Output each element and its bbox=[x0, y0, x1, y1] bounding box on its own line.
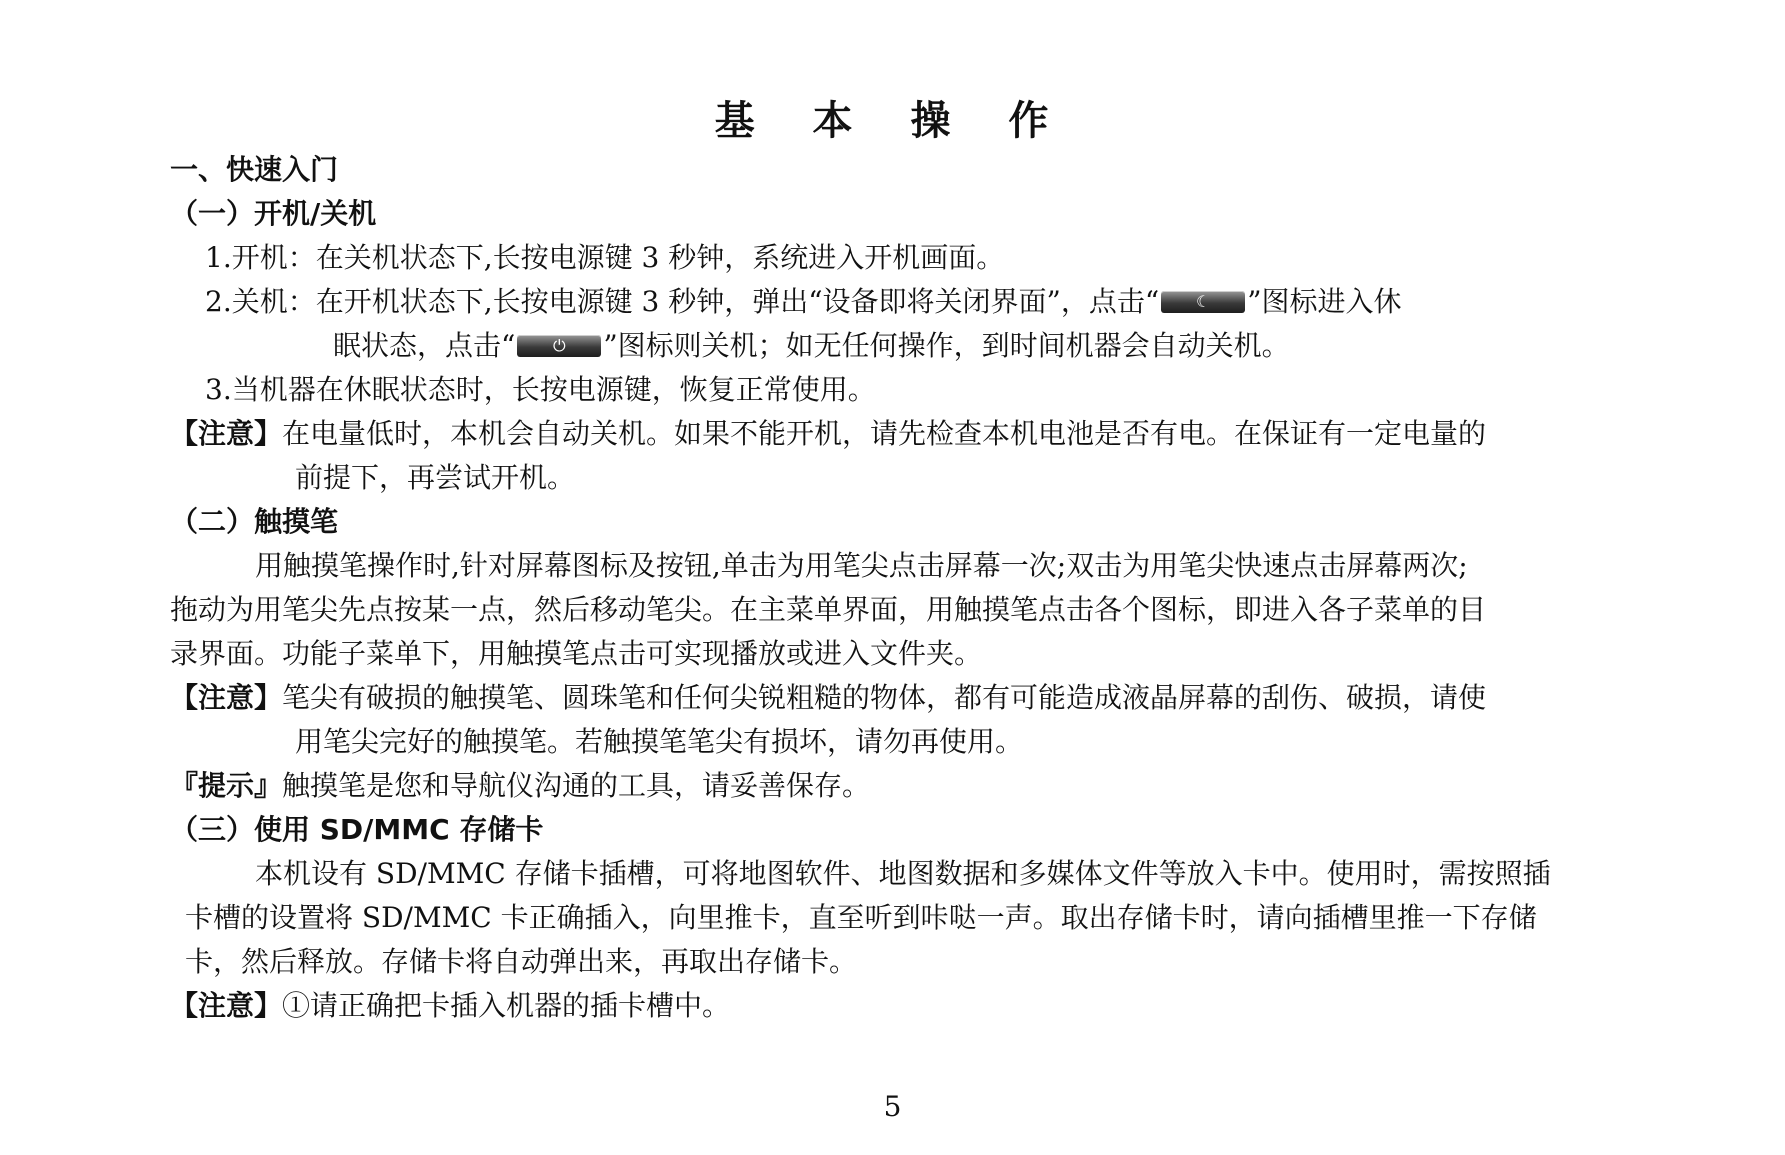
power-icon bbox=[517, 335, 601, 357]
sd-para-line2: 卡槽的设置将 SD/MMC 卡正确插入，向里推卡，直至听到咔哒一声。取出存储卡时，请向插槽里推一下存储 bbox=[185, 901, 1537, 934]
note-stylus-line2: 用笔尖完好的触摸笔。若触摸笔笔尖有损坏，请勿再使用。 bbox=[295, 725, 1024, 758]
power-on-item: 1.开机：在关机状态下,长按电源键 3 秒钟，系统进入开机画面。 bbox=[205, 241, 1005, 274]
subsection-heading-stylus: （二）触摸笔 bbox=[170, 505, 339, 538]
note-tag: 【注意】 bbox=[170, 989, 283, 1022]
power-off-text-c: 眠状态，点击“ bbox=[333, 329, 516, 362]
stylus-para-line3: 录界面。功能子菜单下，用触摸笔点击可实现播放或进入文件夹。 bbox=[170, 637, 983, 670]
moon-icon bbox=[1161, 291, 1245, 313]
note-power-line2: 前提下，再尝试开机。 bbox=[295, 461, 576, 494]
note-text: ①请正确把卡插入机器的插卡槽中。 bbox=[282, 989, 731, 1022]
power-off-item-line2 bbox=[333, 329, 1290, 363]
note-sd bbox=[170, 989, 730, 1023]
subsection-heading-power: （一）开机/关机 bbox=[170, 197, 377, 230]
sd-para-line1: 本机设有 SD/MMC 存储卡插槽，可将地图软件、地图数据和多媒体文件等放入卡中。使用时，需按照插 bbox=[255, 857, 1551, 890]
tip-tag: 『提示』 bbox=[170, 769, 283, 802]
tip-text: 触摸笔是您和导航仪沟通的工具，请妥善保存。 bbox=[282, 769, 871, 802]
stylus-para-line2: 拖动为用笔尖先点按某一点，然后移动笔尖。在主菜单界面，用触摸笔点击各个图标，即进入各子菜单的目 bbox=[170, 593, 1487, 626]
note-text: 笔尖有破损的触摸笔、圆珠笔和任何尖锐粗糙的物体，都有可能造成液晶屏幕的刮伤、破损，请使 bbox=[282, 681, 1487, 714]
power-off-text-d: ”图标则关机；如无任何操作，到时间机器会自动关机。 bbox=[603, 329, 1290, 362]
moon-icon-glyph: ☾ bbox=[1196, 291, 1211, 311]
subsection-heading-sd-card: （三）使用 SD/MMC 存储卡 bbox=[170, 813, 544, 846]
note-power bbox=[170, 417, 1486, 451]
power-off-text-b: ”图标进入休 bbox=[1247, 285, 1402, 318]
note-tag: 【注意】 bbox=[170, 417, 283, 450]
wake-item: 3.当机器在休眠状态时，长按电源键，恢复正常使用。 bbox=[205, 373, 876, 406]
tip-stylus bbox=[170, 769, 870, 803]
page-number: 5 bbox=[883, 1090, 902, 1123]
power-off-item bbox=[205, 285, 1402, 319]
note-tag: 【注意】 bbox=[170, 681, 283, 714]
power-icon-glyph: ⏻ bbox=[553, 335, 566, 355]
sd-para-line3: 卡，然后释放。存储卡将自动弹出来，再取出存储卡。 bbox=[185, 945, 858, 978]
stylus-para-line1: 用触摸笔操作时,针对屏幕图标及按钮,单击为用笔尖点击屏幕一次;双击为用笔尖快速点击屏幕两次; bbox=[255, 549, 1468, 582]
page-title: 基 本 操 作 bbox=[714, 98, 1071, 144]
section-heading-quick-start: 一、快速入门 bbox=[170, 153, 339, 186]
note-stylus bbox=[170, 681, 1486, 715]
note-text: 在电量低时，本机会自动关机。如果不能开机，请先检查本机电池是否有电。在保证有一定电量的 bbox=[282, 417, 1487, 450]
power-off-text-a: 2.关机：在开机状态下,长按电源键 3 秒钟，弹出“设备即将关闭界面”，点击“ bbox=[205, 285, 1160, 318]
